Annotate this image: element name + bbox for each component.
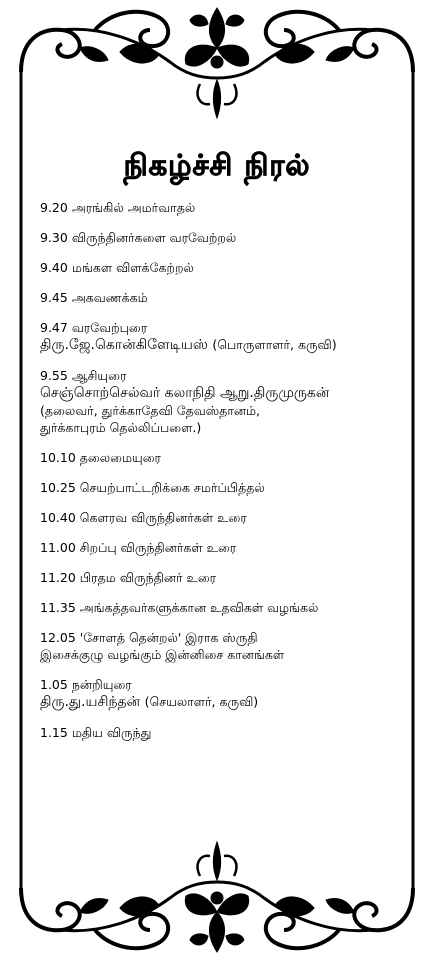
- speaker-name: திரு.து.யசிந்தன்: [40, 694, 141, 710]
- item-time: 1.15: [40, 725, 68, 740]
- item-text: விருந்தினர்களை வரவேற்றல்: [71, 230, 237, 245]
- item-time: 1.05: [40, 677, 68, 692]
- item-text: அரங்கில் அமர்வாதல்: [71, 200, 196, 215]
- item-text: செயற்பாட்டறிக்கை சமர்ப்பித்தல்: [79, 480, 265, 495]
- item-time: 9.47: [40, 320, 68, 335]
- schedule-item: [40, 319, 400, 354]
- top-ornament: [21, 8, 413, 118]
- speaker-name: செஞ்சொற்செல்வர் கலாநிதி ஆறு.திருமுருகன்: [40, 385, 330, 401]
- item-text: மதிய விருந்து: [71, 725, 152, 740]
- item-time: 10.25: [40, 480, 76, 495]
- item-time: 9.40: [40, 260, 68, 275]
- speaker-note-line-1: (தலைவர், துர்க்காதேவி தேவஸ்தானம்,: [40, 403, 261, 418]
- schedule-item: [40, 539, 400, 556]
- item-text: அங்கத்தவர்களுக்கான உதவிகள் வழங்கல்: [79, 600, 319, 615]
- schedule-list: [40, 199, 400, 741]
- item-time: 9.45: [40, 290, 68, 305]
- item-time: 9.55: [40, 368, 68, 383]
- item-text: அகவணக்கம்: [71, 290, 148, 305]
- speaker-name: திரு.ஜே.கொன்கிளேடியஸ்: [40, 337, 208, 353]
- speaker-role: (பொருளாளர், கருவி): [212, 337, 337, 352]
- item-text: ஆசியுரை: [71, 368, 127, 383]
- item-time: 9.20: [40, 200, 68, 215]
- item-text: மங்கள விளக்கேற்றல்: [71, 260, 194, 275]
- item-text: நன்றியுரை: [71, 677, 132, 692]
- schedule-item: [40, 724, 400, 741]
- schedule-item: [40, 199, 400, 216]
- schedule-item: [40, 479, 400, 496]
- schedule-item: [40, 569, 400, 586]
- item-time: 10.40: [40, 510, 76, 525]
- item-time: 12.05: [40, 630, 76, 645]
- item-time: 10.10: [40, 450, 76, 465]
- page-title: நிகழ்ச்சி நிரல்: [123, 148, 311, 182]
- item-text: 'சோளத் தென்றல்' இராக ஸ்ருதி: [79, 630, 258, 645]
- item-text: வரவேற்புரை: [71, 320, 148, 335]
- schedule-item: [40, 676, 400, 711]
- schedule-item: [40, 367, 400, 436]
- schedule-item: [40, 449, 400, 466]
- speaker-note-line-2: துர்க்காபுரம் தெல்லிப்பளை.): [40, 420, 202, 435]
- schedule-item: [40, 229, 400, 246]
- speaker-role: (செயலாளர், கருவி): [144, 694, 259, 709]
- item-time: 9.30: [40, 230, 68, 245]
- schedule-item: [40, 259, 400, 276]
- item-time: 11.20: [40, 570, 76, 585]
- item-text: கௌரவ விருந்தினர்கள் உரை: [79, 510, 247, 525]
- item-text: பிரதம விருந்தினர் உரை: [79, 570, 217, 585]
- item-text: தலைமையுரை: [79, 450, 162, 465]
- item-text-line-2: இசைக்குழு வழங்கும் இன்னிசை கானங்கள்: [40, 647, 285, 662]
- item-time: 11.00: [40, 540, 76, 555]
- item-text: சிறப்பு விருந்தினர்கள் உரை: [79, 540, 237, 555]
- schedule-item: [40, 509, 400, 526]
- schedule-item: [40, 599, 400, 616]
- bottom-ornament: [21, 842, 413, 952]
- schedule-item: [40, 629, 400, 663]
- item-time: 11.35: [40, 600, 76, 615]
- schedule-item: [40, 289, 400, 306]
